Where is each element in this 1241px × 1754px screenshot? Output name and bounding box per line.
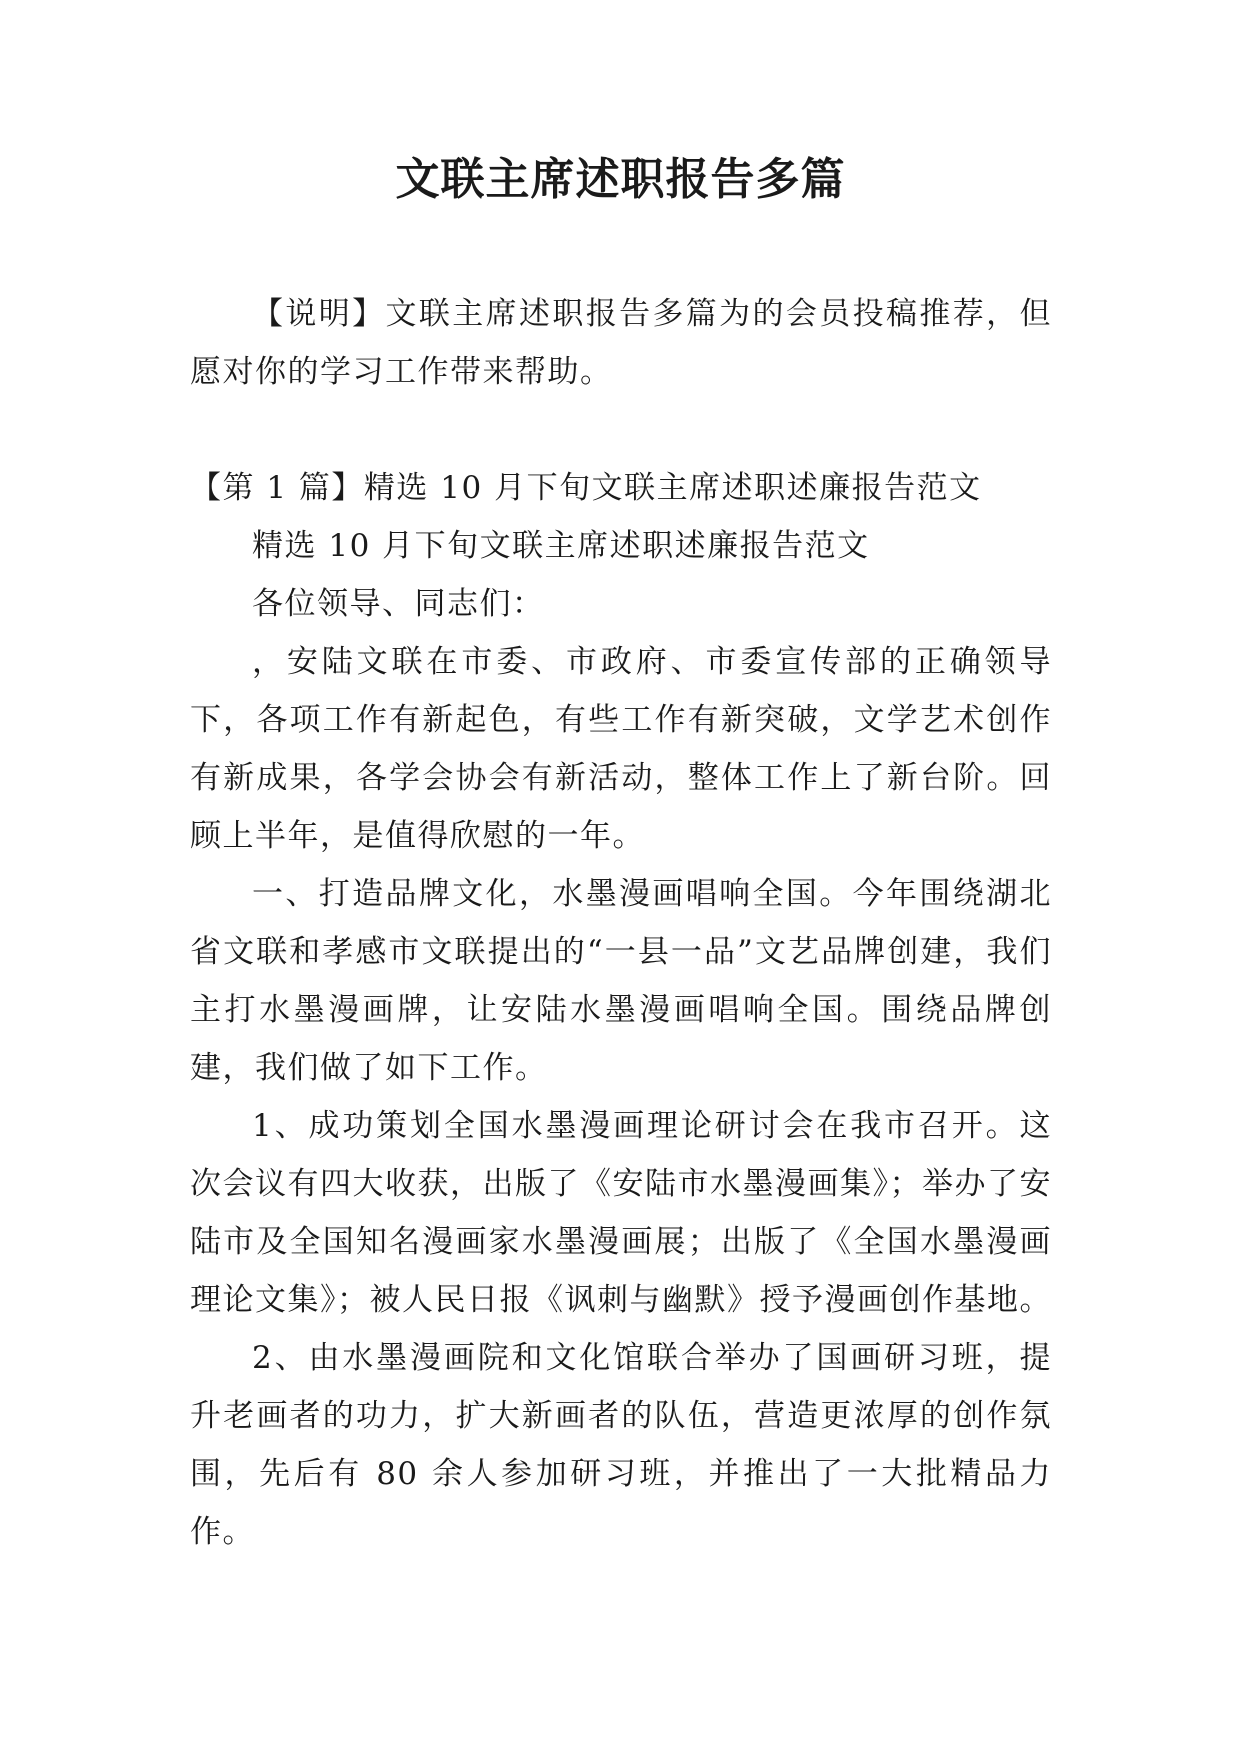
- intro-paragraph: 【说明】文联主席述职报告多篇为的会员投稿推荐，但愿对你的学习工作带来帮助。: [190, 296, 1052, 390]
- paragraph-subtitle: 精选 10 月下旬文联主席述职述廉报告范文: [252, 528, 870, 564]
- paragraph-salutation: 各位领导、同志们：: [252, 586, 545, 622]
- paragraph-item-1: 1、成功策划全国水墨漫画理论研讨会在我市召开。这次会议有四大收获，出版了《安陆市水墨漫画集》；举办了安陆市及全国知名漫画家水墨漫画展；出版了《全国水墨漫画理论文集》；被人民日报《讽刺与幽默》授予漫画创作基地。: [190, 1108, 1052, 1318]
- section-heading: 【第 1 篇】精选 10 月下旬文联主席述职述廉报告范文: [190, 470, 982, 506]
- document-body: [190, 285, 1052, 1561]
- paragraph-item-2: 2、由水墨漫画院和文化馆联合举办了国画研习班，提升老画者的功力，扩大新画者的队伍，营造更浓厚的创作氛围，先后有 80 余人参加研习班，并推出了一大批精品力作。: [190, 1340, 1052, 1550]
- document-title: 文联主席述职报告多篇: [395, 154, 846, 205]
- spacer: [190, 401, 1052, 459]
- paragraph-overview: ，安陆文联在市委、市政府、市委宣传部的正确领导下，各项工作有新起色，有些工作有新突破，文学艺术创作有新成果，各学会协会有新活动，整体工作上了新台阶。回顾上半年，是值得欣慰的一年。: [190, 644, 1052, 854]
- paragraph-brand-culture: 一、打造品牌文化，水墨漫画唱响全国。今年围绕湖北省文联和孝感市文联提出的“一县一品”文艺品牌创建，我们主打水墨漫画牌，让安陆水墨漫画唱响全国。围绕品牌创建，我们做了如下工作。: [190, 876, 1052, 1086]
